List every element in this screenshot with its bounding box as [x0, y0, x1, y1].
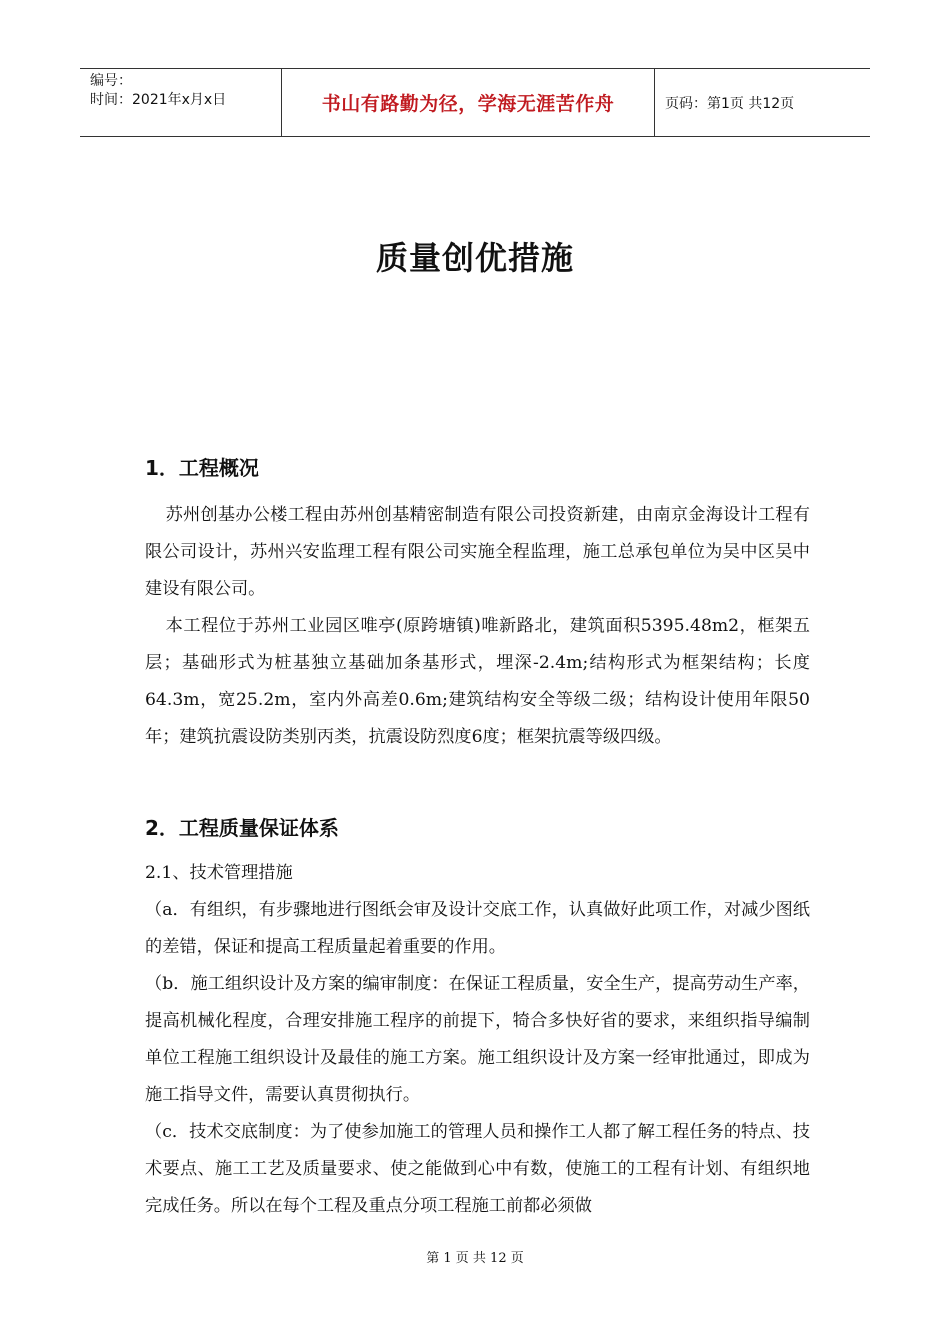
document-title: 质量创优措施 — [375, 239, 574, 277]
section-2-body — [145, 855, 810, 1225]
section-2-subheading: 2.1、技术管理措施 — [145, 863, 293, 883]
header-number-label: 编号： — [90, 73, 132, 89]
section-2-item-c: （c．技术交底制度：为了使参加施工的管理人员和操作工人都了解工程任务的特点、技术要点、施工工艺及质量要求、使之能做到心中有数，使施工的工程有计划、有组织地完成任务。所以在每个工程及重点分项工程施工前都必须做 — [145, 1122, 810, 1216]
section-1-body — [145, 497, 810, 756]
page-footer: 第 1 页 共 12 页 — [426, 1251, 524, 1266]
header-meta — [80, 69, 282, 136]
section-2-item-b: （b．施工组织设计及方案的编审制度：在保证工程质量，安全生产，提高劳动生产率，提高机械化程度，合理安排施工程序的前提下，犄合多快好省的要求，来组织指导编制单位工程施工组织设计及最佳的施工方案。施工组织设计及方案一经审批通过，即成为施工指导文件，需要认真贯彻执行。 — [145, 974, 810, 1105]
section-2-heading: 2．工程质量保证体系 — [145, 816, 339, 840]
section-1-paragraph-1: 苏州创基办公楼工程由苏州创基精密制造有限公司投资新建，由南京金海设计工程有限公司设计，苏州兴安监理工程有限公司实施全程监理，施工总承包单位为吴中区吴中建设有限公司。 — [145, 505, 810, 599]
document-header — [80, 68, 870, 137]
section-2-item-a: （a．有组织，有步骤地进行图纸会审及设计交底工作，认真做好此项工作，对减少图纸的差错，保证和提高工程质量起着重要的作用。 — [145, 900, 810, 957]
header-motto: 书山有路勤为径，学海无涯苦作舟 — [282, 69, 655, 136]
section-1-heading: 1．工程概况 — [145, 456, 259, 480]
header-time-label: 时间：2021年x月x日 — [90, 92, 227, 108]
section-1-paragraph-2: 本工程位于苏州工业园区唯亭(原跨塘镇)唯新路北，建筑面积5395.48m2，框架五层；基础形式为桩基独立基础加条基形式，埋深-2.4m;结构形式为框架结构；长度64.3m，宽25.2m，室内外高差0.6m;建筑结构安全等级二级；结构设计使用年限50年；建筑抗震设防类别丙类，抗震设防烈度6度；框架抗震等级四级。 — [145, 616, 810, 747]
header-page-info: 页码：第1页 共12页 — [665, 95, 795, 112]
